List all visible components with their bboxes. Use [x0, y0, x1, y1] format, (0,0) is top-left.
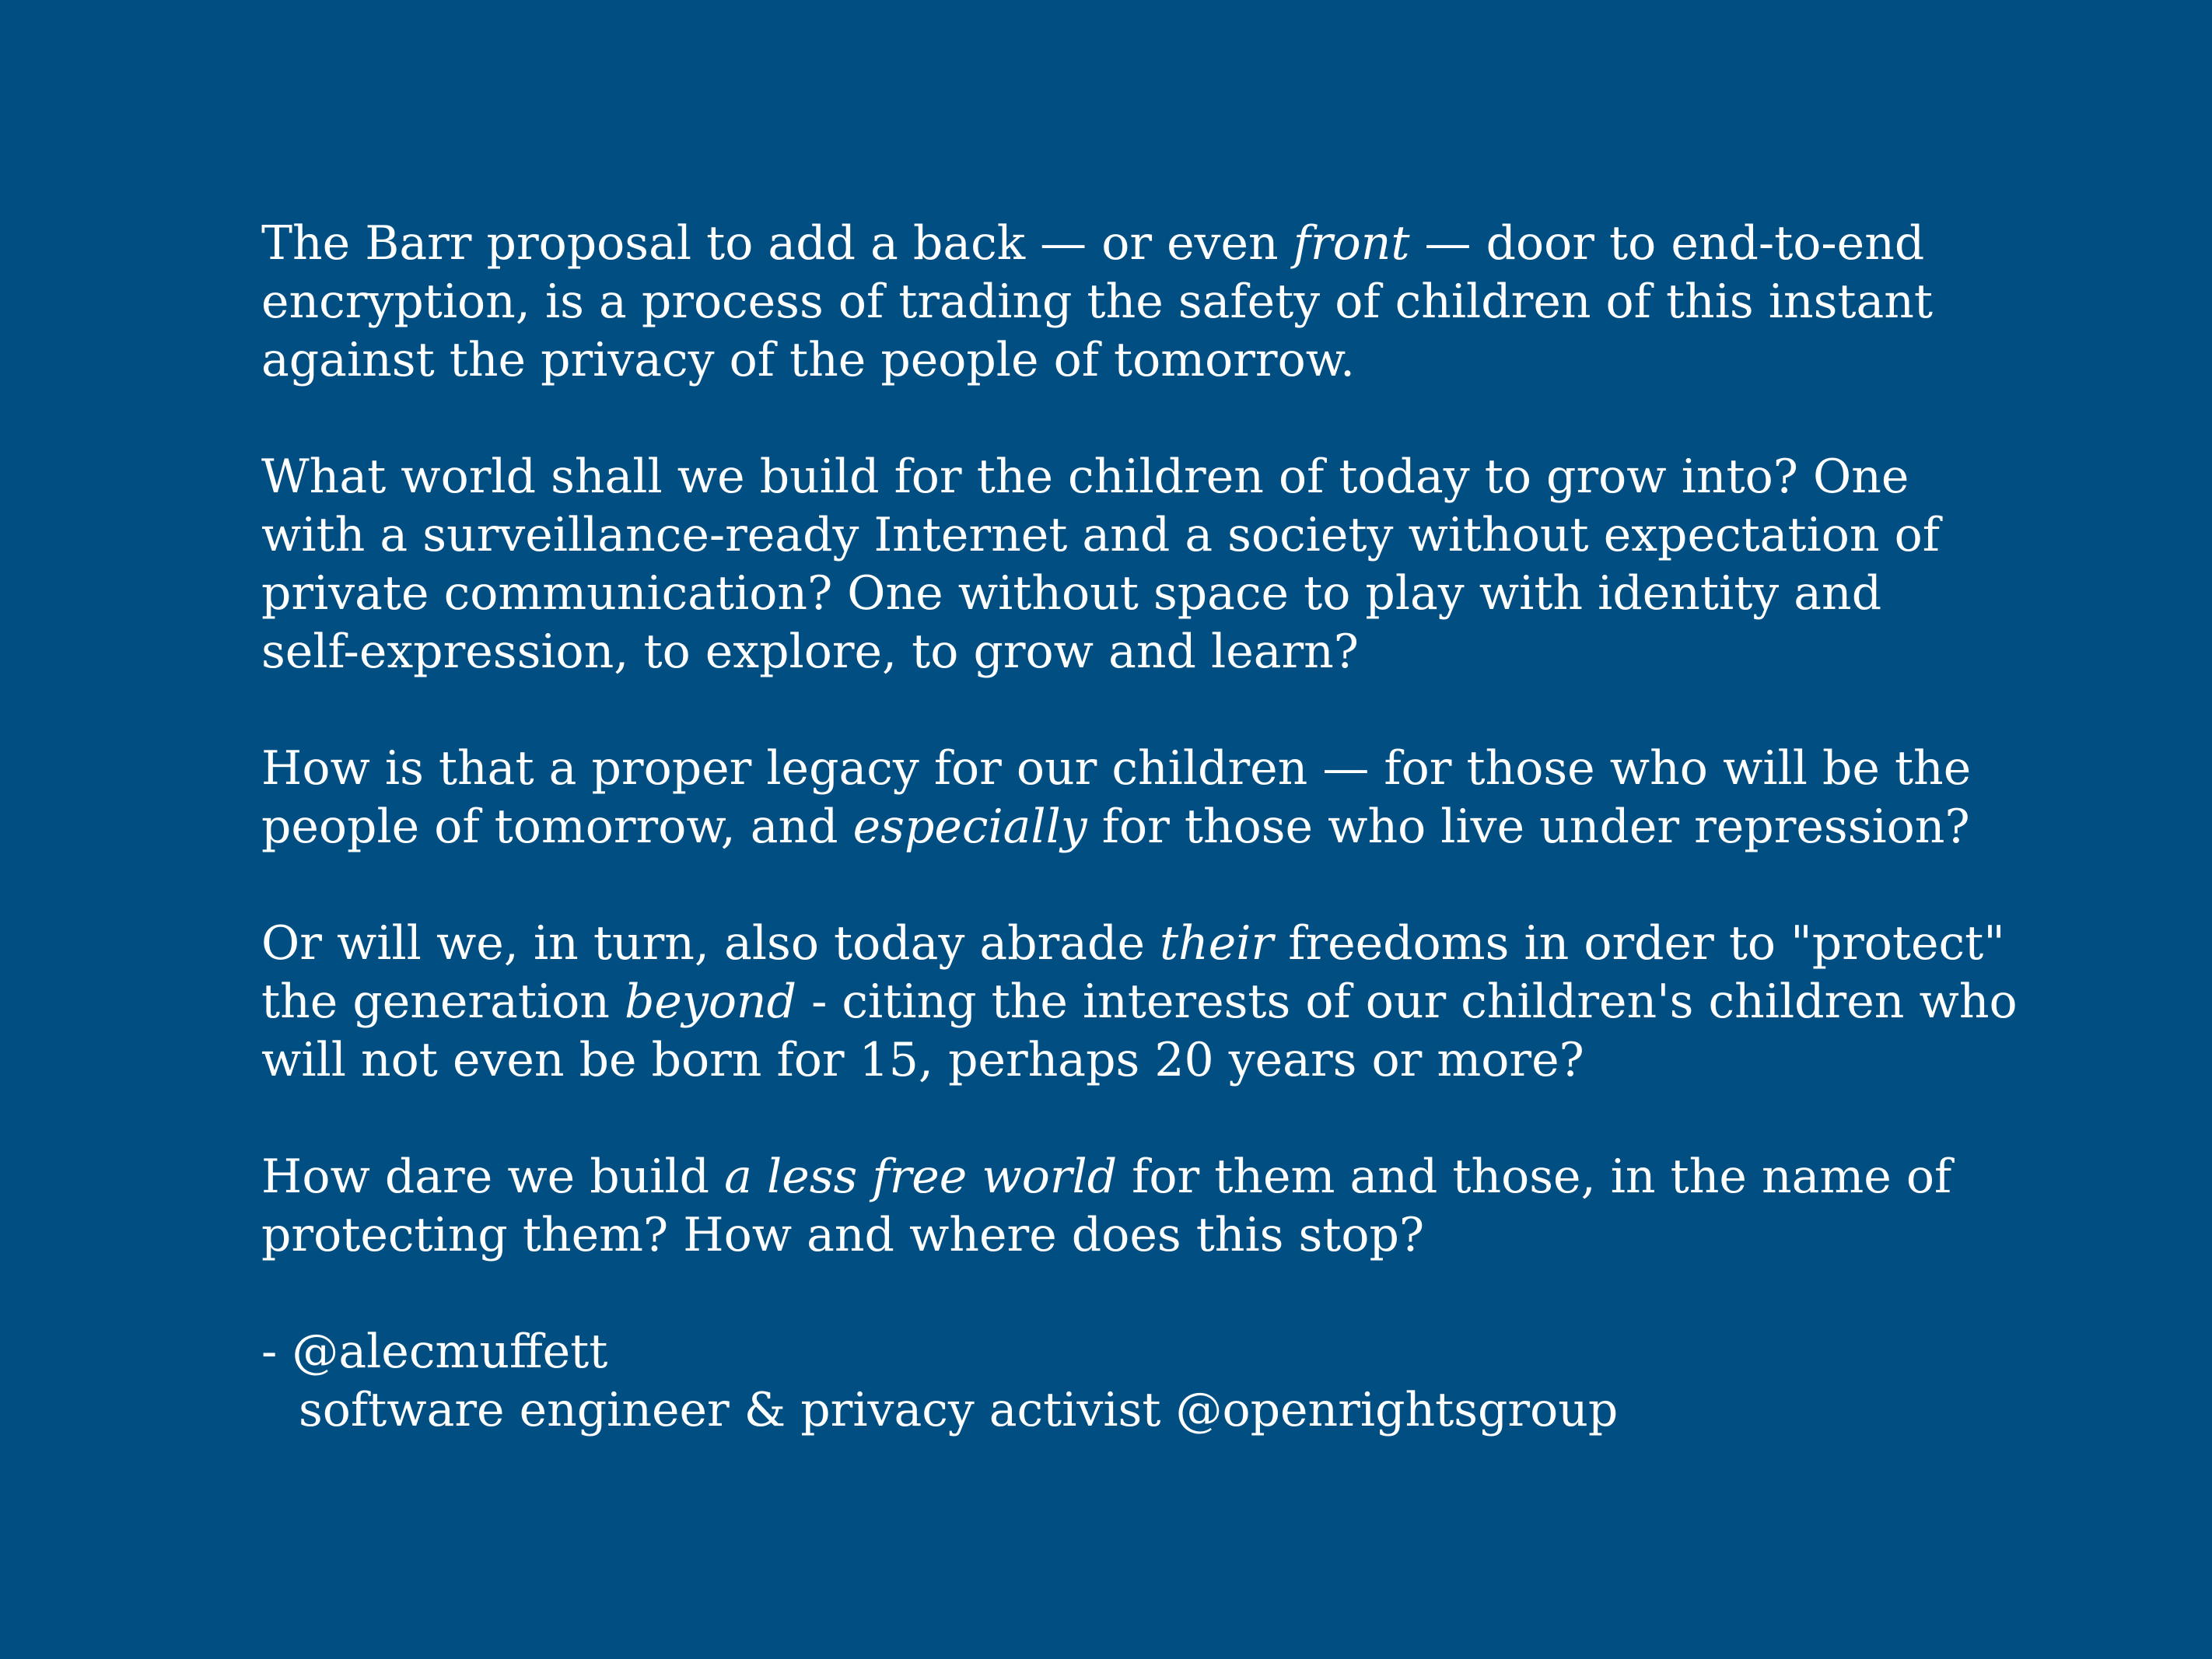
- text-line: private communication? One without space to play with identity and: [261, 566, 1882, 621]
- paragraph-1: [261, 215, 2011, 390]
- text-line: protecting them? How and where does this stop?: [261, 1208, 1425, 1262]
- emphasis-front: front: [1293, 216, 1410, 271]
- text-line: The Barr proposal to add a back — or even front — door to end-to-end: [261, 216, 1925, 271]
- text-line: will not even be born for 15, perhaps 20 years or more?: [261, 1033, 1584, 1087]
- emphasis-less-free-world: a less free world: [724, 1150, 1118, 1204]
- paragraph-2: [261, 448, 2011, 681]
- text-line: self-expression, to explore, to grow and learn?: [261, 625, 1359, 679]
- paragraph-5: [261, 1148, 2011, 1265]
- text-line: Or will we, in turn, also today abrade their freedoms in order to "protect": [261, 916, 2005, 971]
- author-role: software engineer & privacy activist @openrightsgroup: [299, 1383, 1619, 1437]
- text-line: How dare we build a less free world for them and those, in the name of: [261, 1150, 1952, 1204]
- text-line: How is that a proper legacy for our children — for those who will be the: [261, 741, 1972, 796]
- emphasis-their: their: [1160, 916, 1274, 971]
- quote-statement: [261, 215, 2018, 1440]
- signature: [261, 1323, 2011, 1440]
- text-line: against the privacy of the people of tomorrow.: [261, 333, 1356, 387]
- text-line: with a surveillance-ready Internet and a society without expectation of: [261, 508, 1940, 562]
- text-line: encryption, is a process of trading the safety of children of this instant: [261, 275, 1934, 329]
- paragraph-4: [261, 915, 2018, 1090]
- text-line: people of tomorrow, and especially for those who live under repression?: [261, 800, 1970, 854]
- emphasis-especially: especially: [852, 800, 1087, 854]
- author-handle: - @alecmuffett: [261, 1325, 608, 1379]
- text-line: the generation beyond - citing the interests of our children's children who: [261, 975, 2018, 1029]
- paragraph-3: [261, 740, 2011, 856]
- emphasis-beyond: beyond: [625, 975, 796, 1029]
- text-line: What world shall we build for the children of today to grow into? One: [261, 450, 1909, 504]
